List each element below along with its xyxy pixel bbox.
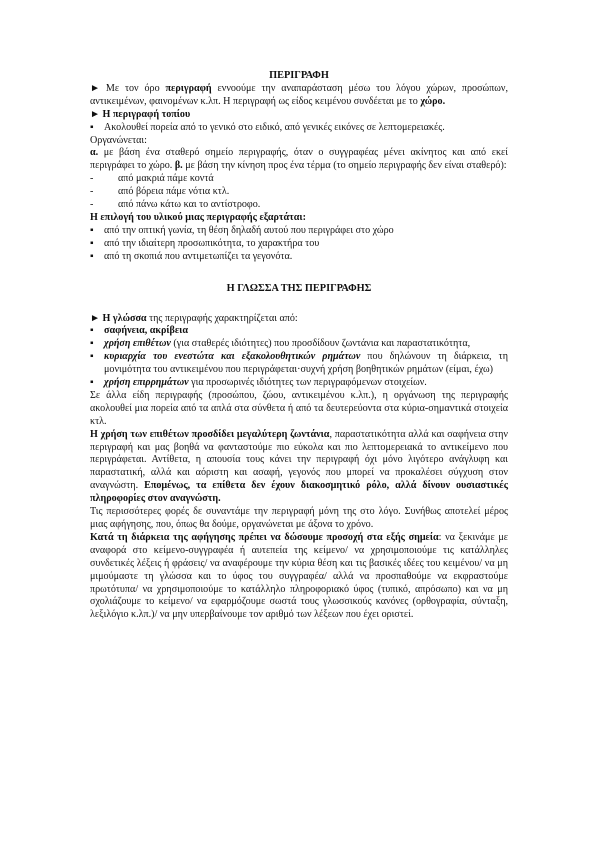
list-item: ▪ από την οπτική γωνία, τη θέση δηλαδή αυτού που περιγράφει στο χώρο	[90, 225, 508, 238]
document-page	[90, 70, 508, 622]
list-item: ▪ από την ιδιαίτερη προσωπικότητα, το χαρακτήρα του	[90, 238, 508, 251]
list-item: ▪ από τη σκοπιά που αντιμετωπίζει τα γεγονότα.	[90, 251, 508, 264]
directions-list	[90, 173, 508, 212]
material-heading: Η επιλογή του υλικού μιας περιγραφής εξαρτάται:	[90, 211, 306, 223]
page-title: ΠΕΡΙΓΡΑΦΗ	[269, 70, 329, 81]
intro-paragraph: ► Με τον όρο περιγραφή εννοούμε την αναπαράσταση μέσω του λόγου χώρων, προσώπων, αντικειμένων, φαινομένων κ.λπ. Η περιγραφή ως είδος κειμένου συνδέεται με το χώρο.	[90, 82, 508, 107]
language-list	[90, 325, 508, 390]
language-intro: ► Η γλώσσα της περιγραφής χαρακτηρίζεται από:	[90, 312, 298, 324]
list-item: - από βόρεια πάμε νότια κτλ.	[90, 186, 508, 199]
list-item: ▪ χρήση επιθέτων (για σταθερές ιδιότητες) που προσδίδουν ζωντάνια και παραστατικότητα,	[90, 338, 508, 351]
list-item: ▪ χρήση επιρρημάτων για προσωρινές ιδιότητες των περιγραφόμενων στοιχείων.	[90, 377, 508, 390]
arrow-bullet: ►	[90, 82, 100, 94]
material-list	[90, 225, 508, 264]
landscape-heading: ► Η περιγραφή τοπίου	[90, 108, 191, 120]
landscape-list	[90, 122, 508, 135]
narrative-points-paragraph: Κατά τη διάρκεια της αφήγησης πρέπει να δώσουμε προσοχή στα εξής σημεία: να ξεκινάμε με αναφορά στο κείμενο-συγγραφέα ή αυτεπεία της κείμενο/ να χρησιμοποιούμε τις κατάλληλες συνδετικές λέξεις ή φράσεις/ να αναφέρουμε την κύρια θέση και τις βασικές ιδέες του κειμένου/ να μη μιμούμαστε τη γλώσσα και το ύφος του συγγραφέα/ αλλά να προσπαθούμε να εκφραστούμε πρωτότυπα/ να χρησιμοποιούμε το κατάλληλο πληροφοριακό ύφος (τυπικό, απρόσωπο) και να μη σχολιάζουμε το κείμενο/ να εφαρμόζουμε σωστά τους γλωσσικούς κανόνες (ορθογραφία, σύνταξη, λεξιλόγιο κ.λπ.)/ να μην υπερβαίνουμε τον αριθμό των λέξεων που έχει οριστεί.	[90, 531, 509, 621]
list-item: - από πάνω κάτω και το αντίστροφο.	[90, 199, 508, 212]
narrative-paragraph: Τις περισσότερες φορές δε συναντάμε την περιγραφή μόνη της στο λόγο. Συνήθως αποτελεί μέρος μιας αφήγησης, που, όπως θα δούμε, οργανώνεται με άξονα το χρόνο.	[90, 506, 508, 530]
section-title: Η ΓΛΩΣΣΑ ΤΗΣ ΠΕΡΙΓΡΑΦΗΣ	[226, 282, 372, 294]
organization-paragraph: α. με βάση ένα σταθερό σημείο περιγραφής, όταν ο συγγραφέας μένει ακίνητος και από εκεί περιγράφει το χώρο. β. με βάση την κίνηση προς ένα τέρμα (το σημείο περιγραφής δεν είναι σταθερό):	[90, 147, 508, 172]
list-item: - από μακριά πάμε κοντά	[90, 173, 508, 186]
list-item: ▪ Ακολουθεί πορεία από το γενικό στο ειδικό, από γενικές εικόνες σε λεπτομερειακές.	[90, 122, 508, 135]
list-item: ▪ κυριαρχία του ενεστώτα και εξακολουθητικών ρημάτων που δηλώνουν τη διάρκεια, τη μονιμότητα του αντικειμένου που περιγράφεται·συχνή χρήση βοηθητικών ρημάτων (είμαι, έχω)	[90, 351, 508, 377]
other-types-paragraph: Σε άλλα είδη περιγραφής (προσώπου, ζώου, αντικειμένου κ.λπ.), η οργάνωση της περιγραφής ακολουθεί μια πορεία από τα απλά στα σύνθετα ή από τα δευτερεύοντα στα κύρια-σημαντικά στοιχεία κτλ.	[90, 389, 508, 427]
organized-label: Οργανώνεται:	[90, 134, 147, 146]
adjectives-paragraph: Η χρήση των επιθέτων προσδίδει μεγαλύτερη ζωντάνια, παραστατικότητα αλλά και σαφήνεια στην περιγραφή και μας βοηθά να φανταστούμε πιο εύκολα και πιο λεπτομερειακά το αντικείμενο που περιγράφεται. Αντίθετα, η απουσία τους κάνει την περιγραφή όχι μόνο λιγότερο ανάγλυφη και παραστατική, αλλά και αόριστη και ασαφή, γεγονός που μπορεί να προκαλέσει σύγχυση στον αναγνώστη. Επομένως, τα επίθετα δεν έχουν διακοσμητικό ρόλο, αλλά δίνουν ουσιαστικές πληροφορίες στον αναγνώστη.	[90, 428, 508, 505]
list-item: ▪ σαφήνεια, ακρίβεια	[90, 325, 508, 338]
